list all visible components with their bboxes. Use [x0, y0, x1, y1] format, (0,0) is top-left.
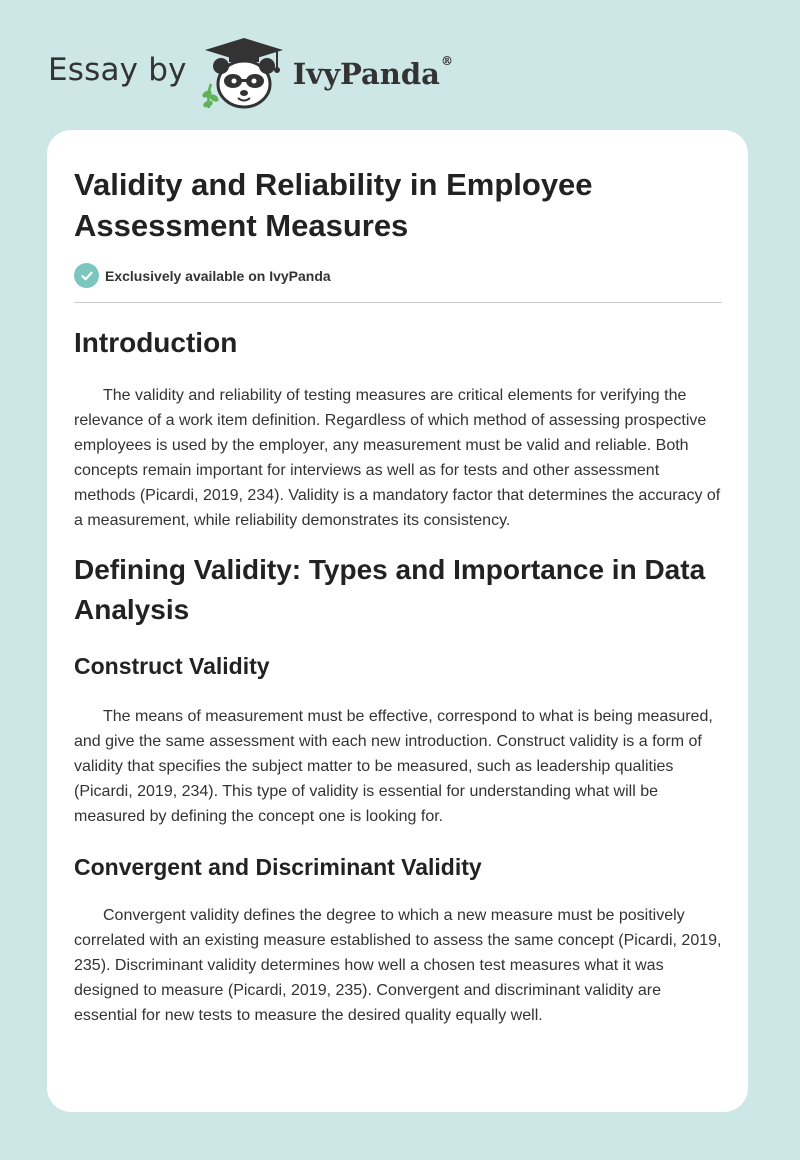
divider	[74, 302, 722, 303]
convergent-validity-paragraph: Convergent validity defines the degree to which a new measure must be positively correlated with an existing measure established to assess the same concept (Picardi, 2019, 235). Discriminant validity determines how well a chosen test measures what it was designed to measure (Picardi, 2019, 235). Convergent and discriminant validity are essential for new tests to measure the desired quality equally well.	[74, 907, 722, 1024]
construct-validity-paragraph: The means of measurement must be effective, correspond to what is being measured, and give the same assessment with each new introduction. Construct validity is a form of validity that specifies the subject matter to be measured, such as leadership qualities (Picardi, 2019, 234). This type of validity is essential for understanding what will be measured by defining the concept one is looking for.	[74, 708, 713, 825]
convergent-validity-heading: Convergent and Discriminant Validity	[74, 854, 482, 880]
construct-validity-heading: Construct Validity	[74, 653, 270, 679]
exclusive-badge-label: Exclusively available on IvyPanda	[105, 267, 331, 284]
registered-mark: ®	[440, 54, 453, 69]
check-circle-icon	[74, 263, 99, 288]
essay-by-label: Essay by	[48, 52, 187, 88]
site-header	[48, 36, 453, 112]
exclusive-badge	[74, 263, 721, 288]
introduction-paragraph: The validity and reliability of testing measures are critical elements for verifying the relevance of a work item definition. Regardless of which method of assessing prospective employees is used by the employer, any measurement must be valid and reliable. Both concepts remain important for interviews as well as for tests and other assessment methods (Picardi, 2019, 234). Validity is a mandatory factor that determines the accuracy of a measurement, while reliability demonstrates its consistency.	[74, 387, 721, 529]
panda-logo-icon[interactable]	[199, 36, 289, 112]
brand-name[interactable]: IvyPanda®	[292, 54, 453, 91]
essay-card	[47, 130, 748, 1112]
defining-validity-heading: Defining Validity: Types and Importance in Data Analysis	[74, 554, 706, 625]
introduction-heading: Introduction	[74, 327, 238, 358]
essay-title: Validity and Reliability in Employee Assessment Measures	[74, 167, 593, 243]
